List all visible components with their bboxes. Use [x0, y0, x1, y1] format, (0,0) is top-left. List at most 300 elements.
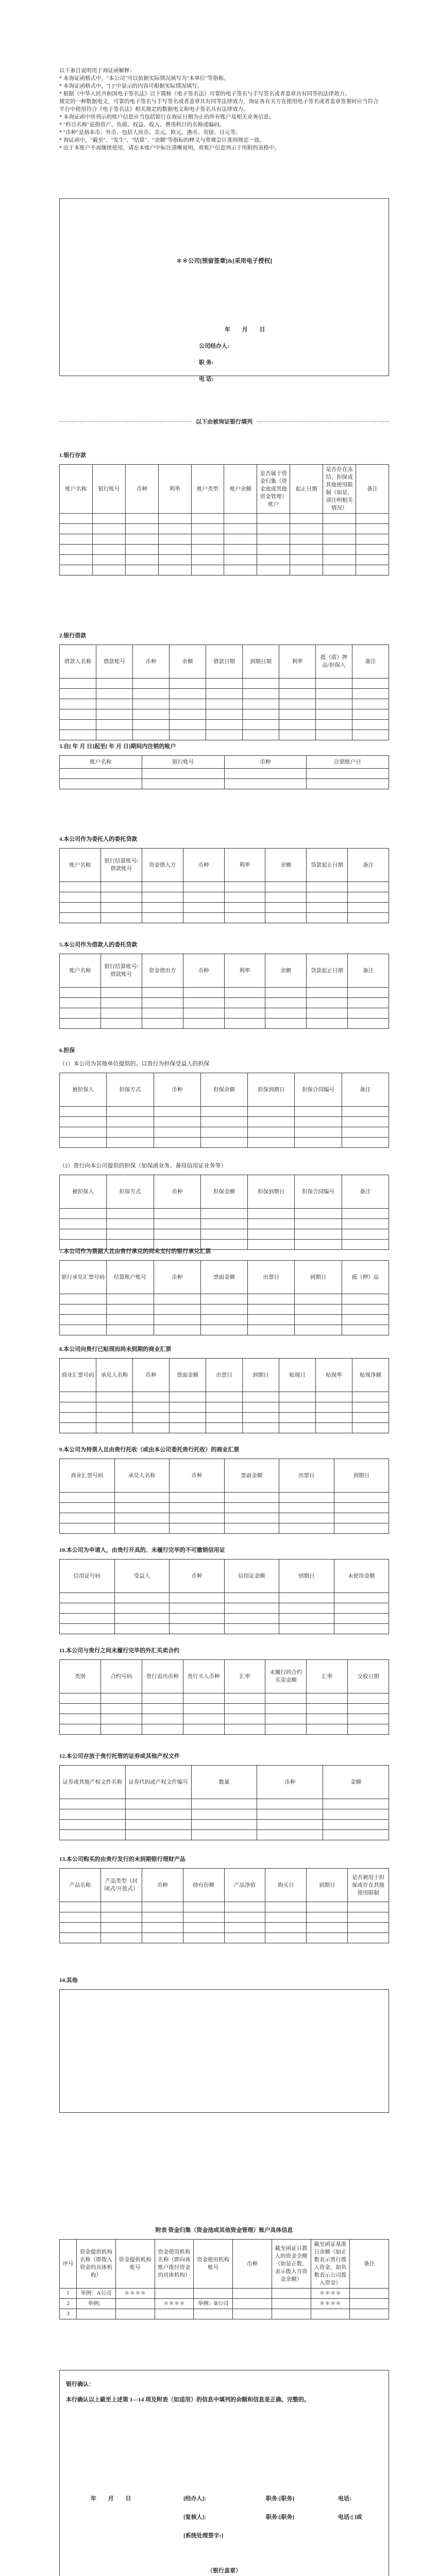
table-cell[interactable]: [224, 1923, 265, 1933]
table-cell[interactable]: [170, 1493, 225, 1503]
table-cell[interactable]: [183, 1933, 224, 1943]
table-cell[interactable]: [100, 913, 142, 923]
table-cell[interactable]: [206, 730, 243, 740]
table-cell[interactable]: [323, 545, 356, 555]
table-cell[interactable]: [100, 1704, 142, 1714]
table-cell[interactable]: [183, 1008, 224, 1019]
table-cell[interactable]: [265, 998, 307, 1008]
table-cell[interactable]: [224, 998, 265, 1008]
table-cell[interactable]: [224, 903, 265, 913]
table-cell[interactable]: [352, 1402, 389, 1413]
table-cell[interactable]: [125, 555, 158, 565]
table-cell[interactable]: [170, 1513, 225, 1523]
table-cell[interactable]: [224, 1704, 265, 1714]
table-cell[interactable]: [265, 1693, 307, 1704]
table-cell[interactable]: [60, 1714, 101, 1724]
table-cell[interactable]: [191, 514, 224, 524]
table-cell[interactable]: [352, 699, 389, 709]
table-cell[interactable]: [125, 565, 158, 575]
table-cell[interactable]: [348, 1693, 389, 1704]
table-cell[interactable]: [142, 1933, 183, 1943]
table-cell[interactable]: [100, 1912, 142, 1923]
table-cell[interactable]: [100, 1902, 142, 1912]
table-cell[interactable]: [348, 988, 389, 998]
table-cell[interactable]: [352, 730, 389, 740]
table-cell[interactable]: [155, 2289, 194, 2299]
table-cell[interactable]: [352, 679, 389, 689]
table-cell[interactable]: [348, 1714, 389, 1724]
table-cell[interactable]: [334, 1624, 389, 1634]
table-cell[interactable]: [342, 1219, 389, 1229]
table-cell[interactable]: [356, 524, 389, 534]
table-cell[interactable]: [170, 689, 206, 699]
table-cell[interactable]: [265, 1902, 307, 1912]
table-cell[interactable]: 举例：: [77, 2299, 116, 2309]
table-cell[interactable]: [114, 1493, 170, 1503]
table-cell[interactable]: [352, 1423, 389, 1433]
table-cell[interactable]: [295, 1127, 342, 1138]
table-cell[interactable]: [142, 1912, 183, 1923]
table-cell[interactable]: [92, 514, 125, 524]
table-cell[interactable]: [307, 1019, 348, 1029]
table-cell[interactable]: [323, 1830, 389, 1840]
table-cell[interactable]: [60, 1219, 107, 1229]
table-cell[interactable]: [191, 555, 224, 565]
table-cell[interactable]: [279, 730, 316, 740]
table-cell[interactable]: [60, 1294, 107, 1304]
table-cell[interactable]: [107, 1304, 154, 1315]
table-cell[interactable]: [265, 1912, 307, 1923]
table-cell[interactable]: [279, 1392, 316, 1402]
table-cell[interactable]: [107, 1138, 154, 1148]
table-cell[interactable]: [224, 1008, 265, 1019]
table-cell[interactable]: [114, 1523, 170, 1534]
table-cell[interactable]: [307, 1714, 348, 1724]
table-cell[interactable]: [60, 1513, 115, 1523]
table-cell[interactable]: [272, 2289, 311, 2299]
table-cell[interactable]: [307, 1704, 348, 1714]
table-cell[interactable]: [257, 1799, 323, 1809]
table-cell[interactable]: [272, 2299, 311, 2309]
table-cell[interactable]: [356, 565, 389, 575]
table-cell[interactable]: [233, 2309, 272, 2319]
table-cell[interactable]: [154, 1325, 200, 1335]
table-cell[interactable]: [224, 1493, 279, 1503]
table-cell[interactable]: [60, 1503, 115, 1513]
table-cell[interactable]: [60, 689, 96, 699]
table-cell[interactable]: [350, 2309, 389, 2319]
table-cell[interactable]: [290, 555, 323, 565]
table-cell[interactable]: [295, 1107, 342, 1117]
table-cell[interactable]: [279, 720, 316, 730]
table-cell[interactable]: [60, 1933, 101, 1943]
table-cell[interactable]: [206, 1423, 243, 1433]
table-cell[interactable]: [257, 555, 290, 565]
table-cell[interactable]: [334, 1603, 389, 1614]
table-cell[interactable]: [183, 913, 224, 923]
table-cell[interactable]: [60, 720, 96, 730]
table-cell[interactable]: [154, 1117, 200, 1127]
table-cell[interactable]: [107, 1229, 154, 1240]
table-cell[interactable]: [158, 565, 191, 575]
table-cell[interactable]: [200, 1209, 247, 1219]
table-cell[interactable]: [265, 903, 307, 913]
table-cell[interactable]: [92, 545, 125, 555]
table-cell[interactable]: [142, 892, 183, 903]
table-cell[interactable]: [279, 1593, 334, 1603]
table-cell[interactable]: [295, 1219, 342, 1229]
table-cell[interactable]: [206, 720, 243, 730]
table-cell[interactable]: [125, 524, 158, 534]
table-cell[interactable]: ＊＊＊＊: [311, 2299, 350, 2309]
table-cell[interactable]: [60, 903, 101, 913]
table-cell[interactable]: [60, 1902, 101, 1912]
table-cell[interactable]: [170, 730, 206, 740]
table-cell[interactable]: [170, 709, 206, 720]
table-cell[interactable]: [60, 679, 96, 689]
table-cell[interactable]: [114, 1614, 170, 1624]
table-cell[interactable]: [323, 1799, 389, 1809]
table-cell[interactable]: [115, 2309, 155, 2319]
table-cell[interactable]: [348, 913, 389, 923]
table-cell[interactable]: [200, 1294, 247, 1304]
table-cell[interactable]: [248, 1127, 295, 1138]
table-cell[interactable]: [316, 699, 352, 709]
table-cell[interactable]: [248, 1294, 295, 1304]
table-cell[interactable]: [96, 1413, 133, 1423]
table-cell[interactable]: [224, 1593, 279, 1603]
table-cell[interactable]: [96, 730, 133, 740]
table-cell[interactable]: [191, 1820, 257, 1830]
table-cell[interactable]: [154, 1209, 200, 1219]
table-cell[interactable]: [348, 1019, 389, 1029]
table-cell[interactable]: [183, 1902, 224, 1912]
table-cell[interactable]: [323, 1809, 389, 1820]
table-cell[interactable]: [115, 2299, 155, 2309]
table-cell[interactable]: [154, 1219, 200, 1229]
table-cell[interactable]: [243, 1392, 279, 1402]
table-cell[interactable]: [100, 1693, 142, 1704]
table-cell[interactable]: [125, 1799, 191, 1809]
table-cell[interactable]: [224, 913, 265, 923]
table-cell[interactable]: [248, 1138, 295, 1148]
table-cell[interactable]: [316, 1402, 352, 1413]
table-cell[interactable]: [290, 565, 323, 575]
table-cell[interactable]: [265, 1923, 307, 1933]
table-cell[interactable]: [92, 555, 125, 565]
table-cell[interactable]: [307, 769, 389, 779]
table-cell[interactable]: [133, 679, 170, 689]
table-cell[interactable]: [352, 720, 389, 730]
table-cell[interactable]: [248, 1219, 295, 1229]
table-cell[interactable]: [279, 1413, 316, 1423]
table-cell[interactable]: [125, 1820, 191, 1830]
table-cell[interactable]: [243, 689, 279, 699]
table-cell[interactable]: [279, 1624, 334, 1634]
table-cell[interactable]: [279, 679, 316, 689]
table-cell[interactable]: [142, 1704, 183, 1714]
table-cell[interactable]: [316, 679, 352, 689]
table-cell[interactable]: [100, 1724, 142, 1735]
table-cell[interactable]: ＊＊＊＊: [155, 2299, 194, 2309]
table-cell[interactable]: [60, 514, 93, 524]
table-cell[interactable]: [114, 1513, 170, 1523]
table-cell[interactable]: [257, 1809, 323, 1820]
table-cell[interactable]: [170, 1413, 206, 1423]
table-cell[interactable]: [158, 555, 191, 565]
table-cell[interactable]: [142, 1693, 183, 1704]
table-cell[interactable]: [154, 1127, 200, 1138]
table-cell[interactable]: [60, 730, 96, 740]
table-cell[interactable]: [224, 555, 257, 565]
table-cell[interactable]: [224, 1714, 265, 1724]
table-cell[interactable]: [279, 1614, 334, 1624]
table-cell[interactable]: [142, 1019, 183, 1029]
table-cell[interactable]: [316, 1423, 352, 1433]
table-cell[interactable]: [352, 689, 389, 699]
table-cell[interactable]: [170, 679, 206, 689]
table-cell[interactable]: [142, 779, 224, 789]
table-cell[interactable]: [243, 699, 279, 709]
table-cell[interactable]: [125, 514, 158, 524]
table-cell[interactable]: [100, 1019, 142, 1029]
table-cell[interactable]: [206, 1392, 243, 1402]
table-cell[interactable]: [60, 1830, 126, 1840]
table-cell[interactable]: [200, 1229, 247, 1240]
table-cell[interactable]: [257, 565, 290, 575]
table-cell[interactable]: [323, 534, 356, 545]
table-cell[interactable]: [272, 2309, 311, 2319]
table-cell[interactable]: [60, 1402, 96, 1413]
table-cell[interactable]: [257, 534, 290, 545]
table-cell[interactable]: [200, 1315, 247, 1325]
table-cell[interactable]: [342, 1229, 389, 1240]
table-cell[interactable]: [107, 1107, 154, 1117]
table-cell[interactable]: [60, 534, 93, 545]
table-cell[interactable]: [224, 534, 257, 545]
table-cell[interactable]: [352, 1413, 389, 1423]
table-cell[interactable]: [323, 524, 356, 534]
table-cell[interactable]: [60, 1704, 101, 1714]
table-cell[interactable]: [265, 892, 307, 903]
table-cell[interactable]: [224, 1019, 265, 1029]
table-cell[interactable]: [307, 1008, 348, 1019]
table-cell[interactable]: [348, 903, 389, 913]
table-cell[interactable]: [307, 998, 348, 1008]
table-cell[interactable]: [342, 1209, 389, 1219]
table-cell[interactable]: [224, 1933, 265, 1943]
table-cell[interactable]: [60, 779, 142, 789]
table-cell[interactable]: [142, 1714, 183, 1724]
table-cell[interactable]: [60, 1107, 107, 1117]
table-cell[interactable]: [334, 1523, 389, 1534]
table-cell[interactable]: [107, 1209, 154, 1219]
table-cell[interactable]: 举例：A公司: [77, 2289, 116, 2299]
table-cell[interactable]: [125, 534, 158, 545]
table-cell[interactable]: [142, 913, 183, 923]
table-cell[interactable]: [125, 545, 158, 555]
table-cell[interactable]: [158, 514, 191, 524]
table-cell[interactable]: [60, 1624, 115, 1634]
table-cell[interactable]: [142, 1724, 183, 1735]
table-cell[interactable]: [60, 1724, 101, 1735]
table-cell[interactable]: [60, 1413, 96, 1423]
table-cell[interactable]: [191, 565, 224, 575]
table-cell[interactable]: [133, 699, 170, 709]
table-cell[interactable]: 2: [60, 2299, 77, 2309]
table-cell[interactable]: [60, 1392, 96, 1402]
table-cell[interactable]: 3: [60, 2309, 77, 2319]
table-cell[interactable]: [60, 1799, 126, 1809]
table-cell[interactable]: [60, 545, 93, 555]
table-cell[interactable]: [224, 988, 265, 998]
table-cell[interactable]: [170, 1423, 206, 1433]
table-cell[interactable]: [206, 699, 243, 709]
table-cell[interactable]: [348, 892, 389, 903]
table-cell[interactable]: [265, 1704, 307, 1714]
table-cell[interactable]: [233, 2289, 272, 2299]
table-cell[interactable]: [158, 534, 191, 545]
table-cell[interactable]: [96, 720, 133, 730]
table-cell[interactable]: [257, 1830, 323, 1840]
table-cell[interactable]: [350, 2289, 389, 2299]
table-cell[interactable]: [348, 1923, 389, 1933]
table-cell[interactable]: [265, 1933, 307, 1943]
table-cell[interactable]: [60, 1315, 107, 1325]
table-cell[interactable]: [60, 1493, 115, 1503]
table-cell[interactable]: [60, 1304, 107, 1315]
table-cell[interactable]: [170, 1624, 225, 1634]
table-cell[interactable]: [100, 892, 142, 903]
table-cell[interactable]: [100, 1923, 142, 1933]
table-cell[interactable]: [316, 1413, 352, 1423]
table-cell[interactable]: [243, 1423, 279, 1433]
table-cell[interactable]: [92, 524, 125, 534]
table-cell[interactable]: [243, 679, 279, 689]
table-cell[interactable]: [170, 720, 206, 730]
table-cell[interactable]: [133, 720, 170, 730]
table-cell[interactable]: [350, 2299, 389, 2309]
table-cell[interactable]: [316, 709, 352, 720]
table-cell[interactable]: [243, 1402, 279, 1413]
table-cell[interactable]: [183, 882, 224, 892]
table-cell[interactable]: [323, 565, 356, 575]
table-cell[interactable]: [60, 882, 101, 892]
table-cell[interactable]: [279, 709, 316, 720]
table-cell[interactable]: [311, 2309, 350, 2319]
table-cell[interactable]: [200, 1219, 247, 1229]
table-cell[interactable]: ＊＊＊＊: [311, 2289, 350, 2299]
table-cell[interactable]: [265, 1019, 307, 1029]
table-cell[interactable]: [92, 565, 125, 575]
table-cell[interactable]: [60, 988, 101, 998]
table-cell[interactable]: [265, 882, 307, 892]
table-cell[interactable]: [224, 1693, 265, 1704]
table-cell[interactable]: [290, 534, 323, 545]
table-cell[interactable]: [191, 1799, 257, 1809]
table-cell[interactable]: [183, 998, 224, 1008]
table-cell[interactable]: [224, 1603, 279, 1614]
table-cell[interactable]: [348, 998, 389, 1008]
table-cell[interactable]: [323, 514, 356, 524]
table-cell[interactable]: [60, 1127, 107, 1138]
table-cell[interactable]: [60, 1809, 126, 1820]
table-cell[interactable]: [334, 1593, 389, 1603]
table-cell[interactable]: [100, 1714, 142, 1724]
table-cell[interactable]: [200, 1117, 247, 1127]
table-cell[interactable]: [96, 709, 133, 720]
table-cell[interactable]: [142, 988, 183, 998]
table-cell[interactable]: [60, 769, 142, 779]
table-cell[interactable]: [224, 565, 257, 575]
table-cell[interactable]: [224, 1523, 279, 1534]
table-cell[interactable]: [154, 1294, 200, 1304]
table-cell[interactable]: [316, 689, 352, 699]
table-cell[interactable]: [60, 555, 93, 565]
table-cell[interactable]: [107, 1219, 154, 1229]
table-cell[interactable]: [348, 882, 389, 892]
table-cell[interactable]: [295, 1229, 342, 1240]
table-cell[interactable]: [295, 1294, 342, 1304]
table-cell[interactable]: [158, 524, 191, 534]
table-cell[interactable]: [107, 1117, 154, 1127]
table-cell[interactable]: [279, 689, 316, 699]
table-cell[interactable]: [307, 903, 348, 913]
table-cell[interactable]: [200, 1138, 247, 1148]
table-cell[interactable]: [154, 1107, 200, 1117]
table-cell[interactable]: [170, 1603, 225, 1614]
table-cell[interactable]: [307, 1724, 348, 1735]
table-cell[interactable]: [100, 1008, 142, 1019]
table-cell[interactable]: [224, 545, 257, 555]
table-cell[interactable]: [77, 2309, 116, 2319]
table-cell[interactable]: [248, 1325, 295, 1335]
table-cell[interactable]: [154, 1138, 200, 1148]
table-cell[interactable]: [206, 1413, 243, 1423]
table-cell[interactable]: [342, 1304, 389, 1315]
table-cell[interactable]: [342, 1107, 389, 1117]
table-cell[interactable]: [265, 1714, 307, 1724]
table-cell[interactable]: [295, 1138, 342, 1148]
table-cell[interactable]: [307, 1923, 348, 1933]
table-cell[interactable]: [348, 1008, 389, 1019]
table-cell[interactable]: [154, 1315, 200, 1325]
table-cell[interactable]: [100, 903, 142, 913]
table-cell[interactable]: [142, 998, 183, 1008]
table-cell[interactable]: [100, 882, 142, 892]
table-cell[interactable]: [183, 903, 224, 913]
table-cell[interactable]: [224, 1614, 279, 1624]
table-cell[interactable]: [206, 709, 243, 720]
table-cell[interactable]: [60, 1912, 101, 1923]
table-cell[interactable]: [114, 1503, 170, 1513]
table-cell[interactable]: [60, 1614, 115, 1624]
table-cell[interactable]: [224, 524, 257, 534]
table-cell[interactable]: [342, 1294, 389, 1304]
table-cell[interactable]: [348, 1933, 389, 1943]
table-cell[interactable]: [248, 1209, 295, 1219]
table-cell[interactable]: [224, 1902, 265, 1912]
table-cell[interactable]: [96, 1423, 133, 1433]
table-cell[interactable]: [243, 709, 279, 720]
table-cell[interactable]: [352, 709, 389, 720]
table-cell[interactable]: [348, 1912, 389, 1923]
table-cell[interactable]: [170, 1402, 206, 1413]
table-cell[interactable]: [183, 988, 224, 998]
table-cell[interactable]: [279, 1493, 334, 1503]
table-cell[interactable]: [307, 882, 348, 892]
table-cell[interactable]: [342, 1127, 389, 1138]
